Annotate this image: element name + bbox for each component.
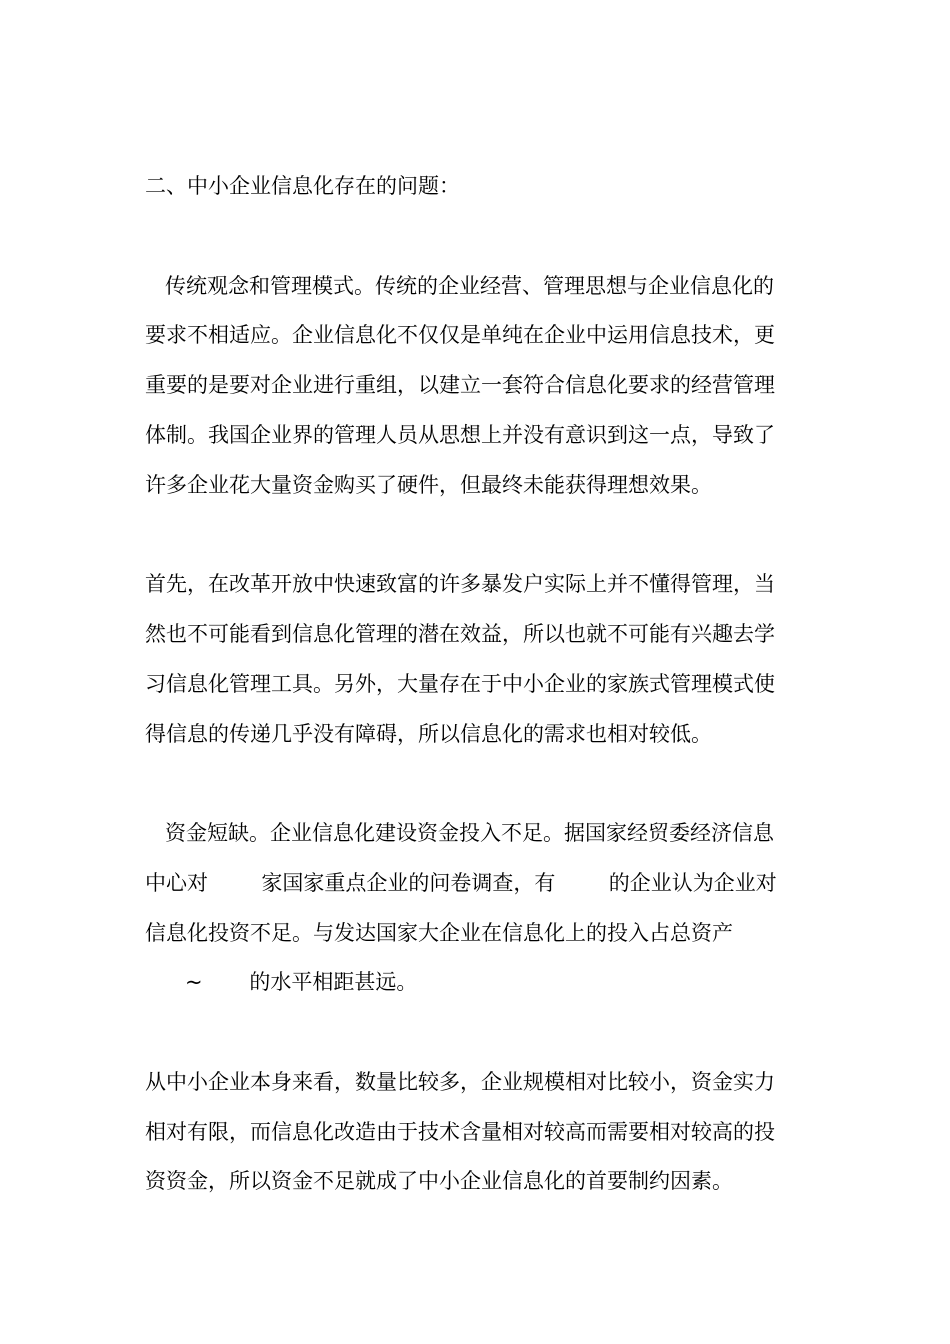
paragraph-4-line-2: 相对有限，而信息化改造由于技术含量相对较高而需要相对较高的投	[145, 1120, 775, 1144]
paragraph-1-line-4: 体制。我国企业界的管理人员从思想上并没有意识到这一点，导致了	[145, 423, 775, 447]
paragraph-1-line-2: 要求不相适应。企业信息化不仅仅是单纯在企业中运用信息技术，更	[145, 323, 775, 347]
section-heading: 二、中小企业信息化存在的问题：	[145, 174, 460, 198]
paragraph-2-line-3: 习信息化管理工具。另外，大量存在于中小企业的家族式管理模式使	[145, 672, 775, 696]
paragraph-1-line-5: 许多企业花大量资金购买了硬件，但最终未能获得理想效果。	[145, 473, 712, 497]
paragraph-2-line-1: 首先，在改革开放中快速致富的许多暴发户实际上并不懂得管理，当	[145, 572, 775, 596]
paragraph-3-line-1: 资金短缺。企业信息化建设资金投入不足。据国家经贸委经济信息	[165, 821, 774, 845]
paragraph-3-line-3: 信息化投资不足。与发达国家大企业在信息化上的投入占总资产	[145, 921, 733, 945]
paragraph-2-line-2: 然也不可能看到信息化管理的潜在效益，所以也就不可能有兴趣去学	[145, 622, 775, 646]
paragraph-2-line-4: 得信息的传递几乎没有障碍，所以信息化的需求也相对较低。	[145, 722, 712, 746]
paragraph-1-line-1: 传统观念和管理模式。传统的企业经营、管理思想与企业信息化的	[165, 274, 774, 298]
paragraph-3-line-2: 中心对 家国家重点企业的问卷调查，有 的企业认为企业对	[145, 871, 777, 895]
paragraph-1-line-3: 重要的是要对企业进行重组，以建立一套符合信息化要求的经营管理	[145, 373, 775, 397]
paragraph-3-line-4: ~ 的水平相距甚远。	[145, 970, 418, 994]
paragraph-4-line-1: 从中小企业本身来看，数量比较多，企业规模相对比较小，资金实力	[145, 1070, 775, 1094]
paragraph-4-line-3: 资资金，所以资金不足就成了中小企业信息化的首要制约因素。	[145, 1169, 733, 1193]
